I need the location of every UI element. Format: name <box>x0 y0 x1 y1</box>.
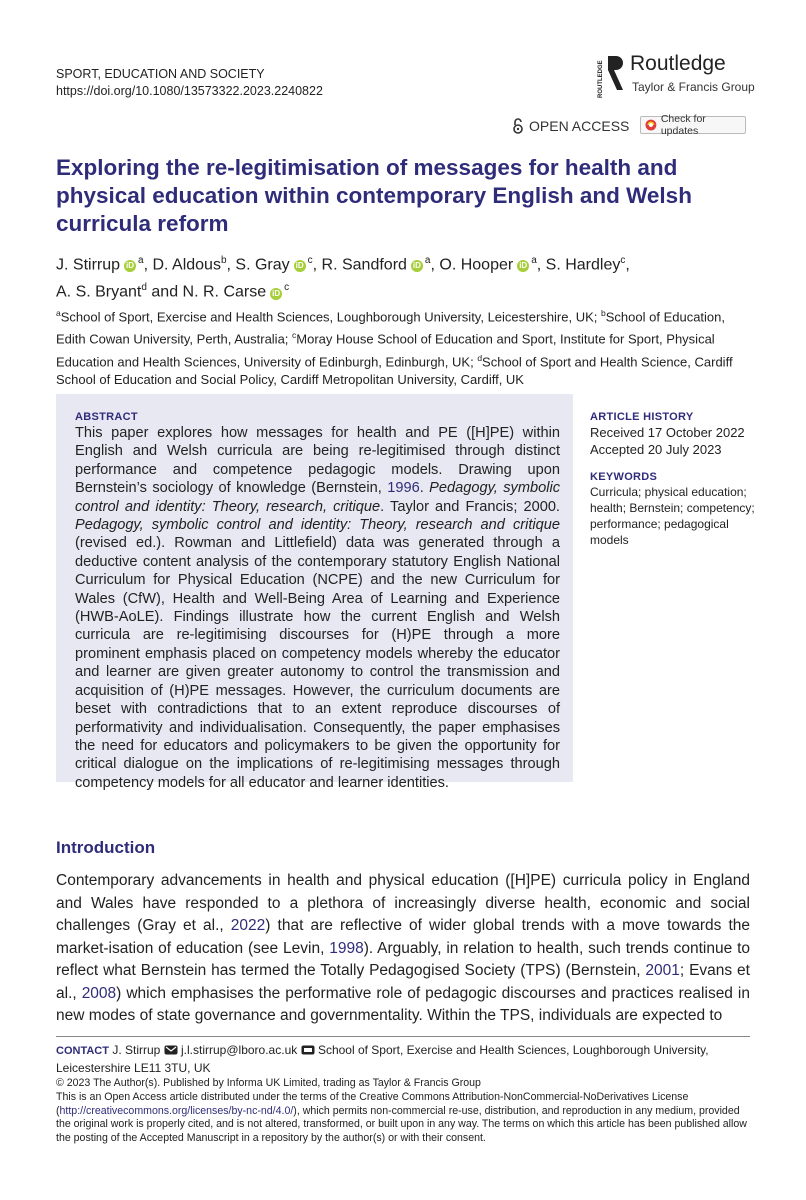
abstract-part: (revised ed.). Rowman and Littlefield) data was generated through a deductive content analysis of the contemporary statutory English National Curriculum for Physical Education (NCPE) and the new Curriculum for Wales (CfW), Health and Well-Being Area of Learning and Experience (HWB-AoLE). Findings illustrate how the current English and Welsh curricula are re-legitimising discourses for (H)PE through a more prominent emphasis placed on competency models whereby the educator and learner are given greater autonomy to control the transmission and acquisition of (H)PE messages. However, the curriculum documents are beset with contradictions that to an extent reproduce discourses of performativity and individualisation. Consequently, the paper emphasises the need for educators and policymakers to be given the opportunity for critical dialogue on the implications of re-legitimising messages through competency models for all educator and learner identities. <box>75 535 560 791</box>
citation-link[interactable]: 2022 <box>230 917 266 934</box>
check-updates-label: Check for updates <box>660 113 706 137</box>
intro-part: ). Arguably, in relation to health, such trends continue to reflect what Bernstein has termed the Totally Pedagogised Society (TPS) (Bernstein, <box>56 939 750 979</box>
author-name[interactable]: S. Gray <box>235 256 290 274</box>
orcid-icon[interactable]: iD <box>272 288 281 298</box>
abstract-part: . <box>419 480 430 497</box>
affiliation: School of Sport and Health Science, Cardiff School of Education and Social Policy, Cardiff Metropolitan University, Cardiff, UK <box>56 353 733 387</box>
footer-divider <box>56 1036 750 1037</box>
orcid-icon[interactable]: iD <box>126 261 135 271</box>
affiliation: Moray House School of Education and Sport, Institute for Sport, Physical Education and Health Sciences, University of Edinburgh, Edinburgh, UK; <box>56 331 715 369</box>
keywords-label: KEYWORDS <box>590 471 658 483</box>
author-affil-sup: c <box>620 255 626 266</box>
affil-sup: b <box>601 308 606 318</box>
spine-text: ROUTLEDGE <box>598 60 604 98</box>
author-affil-sup: c <box>307 255 313 266</box>
introduction-text <box>56 870 750 1028</box>
license-url[interactable]: http://creativecommons.org/licenses/by-nc-nd/4.0/ <box>59 1104 294 1117</box>
affiliations <box>56 304 756 389</box>
crossmark-icon <box>645 119 657 131</box>
open-lock-icon <box>512 118 524 134</box>
abstract-text <box>75 424 560 792</box>
citation-link[interactable]: 1998 <box>329 939 364 957</box>
license-notice <box>56 1077 750 1146</box>
affiliation: School of Education, Edith Cowan University, Perth, Australia; <box>56 309 725 347</box>
copyright: © 2023 The Author(s). Published by Informa UK Limited, trading as Taylor & Francis Group <box>56 1077 481 1089</box>
author-conjunction: and <box>151 283 179 301</box>
journal-name: SPORT, EDUCATION AND SOCIETY <box>56 67 265 81</box>
abstract-italic: Pedagogy, symbolic control and identity: Theory, research, critique <box>75 480 561 515</box>
article-sidebar <box>590 410 760 548</box>
article-title: Exploring the re-legitimisation of messages for health and physical education within contemporary English and Welsh curricula reform <box>56 155 692 236</box>
author-affil-sup: d <box>141 282 147 294</box>
introduction-heading: Introduction <box>56 838 156 857</box>
orcid-icon[interactable]: iD <box>295 261 304 271</box>
abstract <box>75 410 560 792</box>
intro-part: Contemporary advancements in health and physical education ([H]PE) curricula policy in England and Wales have responded to a plethora of increasingly diverse health, economic and social challenges (Gray et al., <box>56 872 750 934</box>
affiliation: School of Sport, Exercise and Health Sciences, Loughborough University, Leicestershire, UK; <box>60 309 598 325</box>
email-icon <box>164 1045 178 1055</box>
address-icon <box>301 1045 315 1055</box>
author-name[interactable]: A. S. Bryant <box>56 283 142 301</box>
affil-sup: c <box>292 330 297 341</box>
abstract-part: . Taylor and Francis; 2000. <box>380 498 560 515</box>
intro-part: ) that are reflective of wider global trends with a move towards the market-isation of education (see Levin, <box>56 917 750 957</box>
author-list: J. Stirrup iD $^a$, D. Aldous$^b$, S. Gray iD $^c$, R. Sandford iD $^a$, O. Hooper iD $^a$, S. Hardley$^c$, A. S. Bryant$^d$ and N. R. Carse iD $^c$ <box>56 255 630 301</box>
contact-name: J. Stirrup <box>112 1043 161 1057</box>
contact-email[interactable]: j.l.stirrup@lboro.ac.uk <box>181 1043 298 1057</box>
open-access-label: OPEN ACCESS <box>529 118 630 134</box>
abstract-italic: Pedagogy, symbolic control and identity: Theory, research and critique <box>75 517 560 534</box>
author-affil-sup: a <box>138 255 144 266</box>
routledge-logo-icon <box>596 52 626 100</box>
license-text <box>56 1091 750 1146</box>
citation-link[interactable]: 1996 <box>387 480 420 497</box>
author-affil-sup: a <box>531 255 537 266</box>
author-name[interactable]: S. Hardley <box>545 256 621 274</box>
author-affil-sup: c <box>284 282 290 294</box>
publisher-name: Routledge <box>630 52 726 75</box>
abstract-part: This paper explores how messages for health and PE ([H]PE) within English and Welsh curricula are being re-legitimised through distinct performance and competence pedagogic models. Drawing upon Bernstein’s sociology of knowledge (Bernstein, <box>75 425 560 497</box>
accepted-date: Accepted 20 July 2023 <box>590 442 722 457</box>
doi-link[interactable]: https://doi.org/10.1080/13573322.2023.2240822 <box>56 84 323 98</box>
publisher-logo[interactable] <box>596 52 756 104</box>
citation-link[interactable]: 2001 <box>645 962 680 979</box>
author-name[interactable]: D. Aldous <box>152 256 221 274</box>
orcid-icon[interactable]: iD <box>412 261 421 271</box>
affil-sup: d <box>477 352 483 363</box>
author-affil-sup: a <box>424 255 431 266</box>
affil-sup: a <box>56 308 61 318</box>
intro-part: ) which emphasises the performative role of pedagogic discourses and practices realised in new modes of state governance and governmentality. Within the TPS, individuals are expected to <box>56 984 750 1024</box>
contact-info <box>56 1042 750 1077</box>
author-name[interactable]: N. R. Carse <box>182 283 267 301</box>
keywords-text: Curricula; physical education; health; Bernstein; competency; performance; pedagogical models <box>590 485 755 547</box>
publisher-group: Taylor & Francis Group <box>632 80 755 94</box>
author-name[interactable]: R. Sandford <box>321 256 407 274</box>
check-updates-button[interactable] <box>640 113 746 137</box>
author-name[interactable]: J. Stirrup <box>56 256 121 274</box>
citation-link[interactable]: 2008 <box>81 984 117 1002</box>
orcid-icon[interactable]: iD <box>519 261 528 271</box>
license-part: ), which permits non-commercial re-use, distribution, and reproduction in any medium, provided the original work is properly cited, and is not altered, transformed, or built upon in any way. The terms on which this article has been published allow the posting of the Accepted Manuscript in a repository by the author(s) or with their consent. <box>56 1104 747 1145</box>
article-history-label: ARTICLE HISTORY <box>590 411 694 423</box>
journal-header <box>56 66 323 100</box>
open-access-badge <box>512 118 629 134</box>
license-part: This is an Open Access article distributed under the terms of the Creative Commons Attribution-NonCommercial-NoDerivatives License ( <box>56 1090 689 1117</box>
author-affil-sup: b <box>220 255 227 266</box>
intro-part: ; Evans et al., <box>56 962 750 1002</box>
author-name[interactable]: O. Hooper <box>439 256 514 274</box>
received-date: Received 17 October 2022 <box>590 425 745 440</box>
contact-address: School of Sport, Exercise and Health Sciences, Loughborough University, Leicestershire LE11 3TU, UK <box>56 1043 709 1075</box>
abstract-label: ABSTRACT <box>75 411 138 423</box>
contact-label: CONTACT <box>56 1045 109 1057</box>
